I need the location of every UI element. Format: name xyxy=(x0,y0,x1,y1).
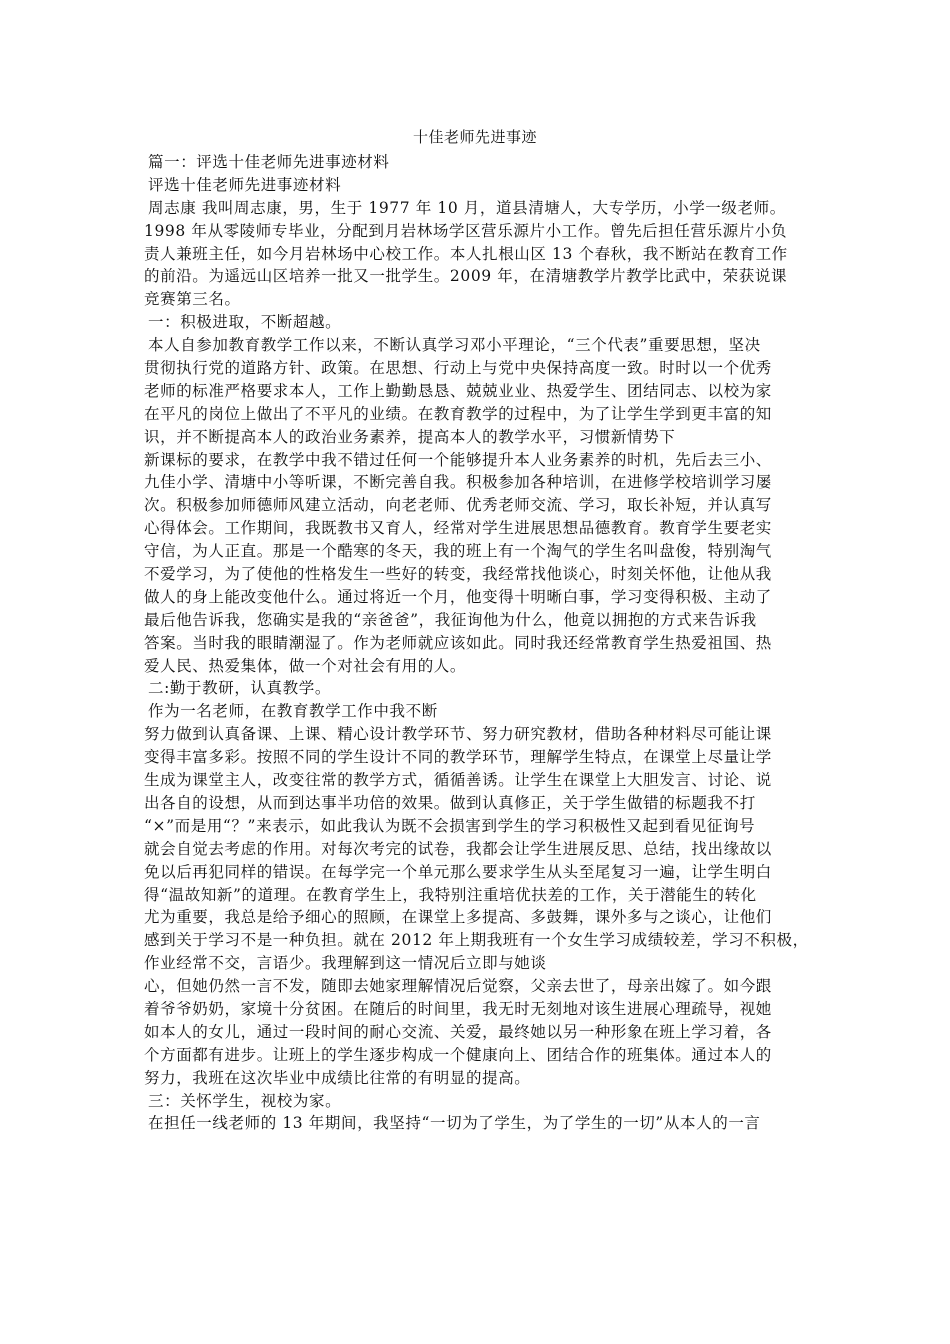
text-line: 心得体会。工作期间，我既教书又育人，经常对学生进展思想品德教育。教育学生要老实 xyxy=(144,519,772,538)
text-line: 变得丰富多彩。按照不同的学生设计不同的教学环节，理解学生特点，在课堂上尽量让学 xyxy=(144,748,772,767)
text-line: 得“温故知新”的道理。在教育学生上，我特别注重培优扶差的工作，关于潜能生的转化 xyxy=(144,885,757,904)
text-line: 心，但她仍然一言不发，随即去她家理解情况后觉察，父亲去世了，母亲出嫁了。如今跟 xyxy=(144,977,772,996)
text-line: 评选十佳老师先进事迹材料 xyxy=(148,175,342,194)
text-line: 个方面都有进步。让班上的学生逐步构成一个健康向上、团结合作的班集体。通过本人的 xyxy=(144,1045,772,1064)
text-line: 感到关于学习不是一种负担。就在 2012 年上期我班有一个女生学习成绩较差，学习不积极， xyxy=(144,931,809,950)
text-line: 不爱学习，为了使他的性格发生一些好的转变，我经常找他谈心，时刻关怀他，让他从我 xyxy=(144,565,772,584)
document-body xyxy=(144,151,816,1135)
text-line: 周志康 我叫周志康，男，生于 1977 年 10 月，道县清塘人，大专学历，小学一级老师。 xyxy=(148,198,786,217)
text-line: 九佳小学、清塘中小等听课，不断完善自我。积极参加各种培训，在进修学校培训学习屡 xyxy=(144,473,772,492)
text-line: 做人的身上能改变他什么。通过将近一个月，他变得十明晰白事，学习变得积极、主动了 xyxy=(144,587,772,606)
text-line: 守信，为人正直。那是一个酷寒的冬天，我的班上有一个淘气的学生名叫盘俊，特别淘气 xyxy=(144,542,772,561)
text-line: “×”而是用“？”来表示，如此我认为既不会损害到学生的学习积极性又起到看见征询号 xyxy=(144,816,756,835)
text-line: 次。积极参加师德师风建立活动，向老老师、优秀老师交流、学习，取长补短，并认真写 xyxy=(144,496,772,515)
text-line: 出各自的设想，从而到达事半功倍的效果。做到认真修正，关于学生做错的标题我不打 xyxy=(144,793,756,812)
text-line: 生成为课堂主人，改变往常的教学方式，循循善诱。让学生在课堂上大胆发言、讨论、说 xyxy=(144,771,772,790)
text-line: 如本人的女儿，通过一段时间的耐心交流、关爱，最终她以另一种形象在班上学习着，各 xyxy=(144,1022,772,1041)
text-line: 就会自觉去考虑的作用。对每次考完的试卷，我都会让学生进展反思、总结，找出缘故以 xyxy=(144,839,772,858)
text-line: 努力，我班在这次毕业中成绩比往常的有明显的提高。 xyxy=(144,1068,531,1087)
text-line: 老师的标准严格要求本人，工作上勤勤恳恳、兢兢业业、热爱学生、团结同志、以校为家 xyxy=(144,381,772,400)
text-line: 在平凡的岗位上做出了不平凡的业绩。在教育教学的过程中，为了让学生学到更丰富的知 xyxy=(144,404,772,423)
text-line: 努力做到认真备课、上课、精心设计教学环节、努力研究教材，借助各种材料尽可能让课 xyxy=(144,725,772,744)
text-line: 责人兼班主任，如今月岩林场中心校工作。本人扎根山区 13 个春秋，我不断站在教育工作 xyxy=(144,244,788,263)
text-line: 二:勤于教研，认真教学。 xyxy=(148,679,331,698)
text-line: 本人自参加教育教学工作以来，不断认真学习邓小平理论，“三个代表”重要思想，坚决 xyxy=(148,336,761,355)
text-line: 在担任一线老师的 13 年期间，我坚持“一切为了学生，为了学生的一切”从本人的一言 xyxy=(148,1114,761,1133)
text-line: 作业经常不交，言语少。我理解到这一情况后立即与她谈 xyxy=(144,954,547,973)
text-line: 篇一：评选十佳老师先进事迹材料 xyxy=(148,153,390,171)
text-line: 爱人民、热爱集体，做一个对社会有用的人。 xyxy=(144,656,467,675)
text-line: 免以后再犯同样的错误。在每学完一个单元那么要求学生从头至尾复习一遍，让学生明白 xyxy=(144,862,772,881)
text-line: 贯彻执行党的道路方针、政策。在思想、行动上与党中央保持高度一致。时时以一个优秀 xyxy=(144,359,772,378)
text-line: 着爷爷奶奶，家境十分贫困。在随后的时间里，我无时无刻地对该生进展心理疏导，视她 xyxy=(144,999,772,1018)
text-line: 1998 年从零陵师专毕业，分配到月岩林场学区营乐源片小工作。曾先后担任营乐源片小负 xyxy=(144,221,788,240)
text-line: 识，并不断提高本人的政治业务素养，提高本人的教学水平，习惯新情势下 xyxy=(144,427,676,446)
document-title: 十佳老师先进事迹 xyxy=(412,128,537,146)
text-line: 三：关怀学生，视校为家。 xyxy=(148,1091,342,1110)
text-line: 最后他告诉我，您确实是我的“亲爸爸”，我征询他为什么，他竟以拥抱的方式来告诉我 xyxy=(144,610,757,629)
text-line: 竞赛第三名。 xyxy=(144,290,241,309)
text-line: 一：积极进取，不断超越。 xyxy=(148,313,342,332)
text-line: 的前沿。为遥远山区培养一批又一批学生。2009 年，在清塘教学片教学比武中，荣获说课 xyxy=(144,267,788,286)
text-line: 新课标的要求，在教学中我不错过任何一个能够提升本人业务素养的时机，先后去三小、 xyxy=(144,450,772,469)
text-line: 尤为重要，我总是给予细心的照顾，在课堂上多提高、多鼓舞，课外多与之谈心，让他们 xyxy=(144,908,772,927)
text-line: 答案。当时我的眼睛潮湿了。作为老师就应该如此。同时我还经常教育学生热爱祖国、热 xyxy=(144,633,772,652)
text-line: 作为一名老师，在教育教学工作中我不断 xyxy=(148,702,438,721)
